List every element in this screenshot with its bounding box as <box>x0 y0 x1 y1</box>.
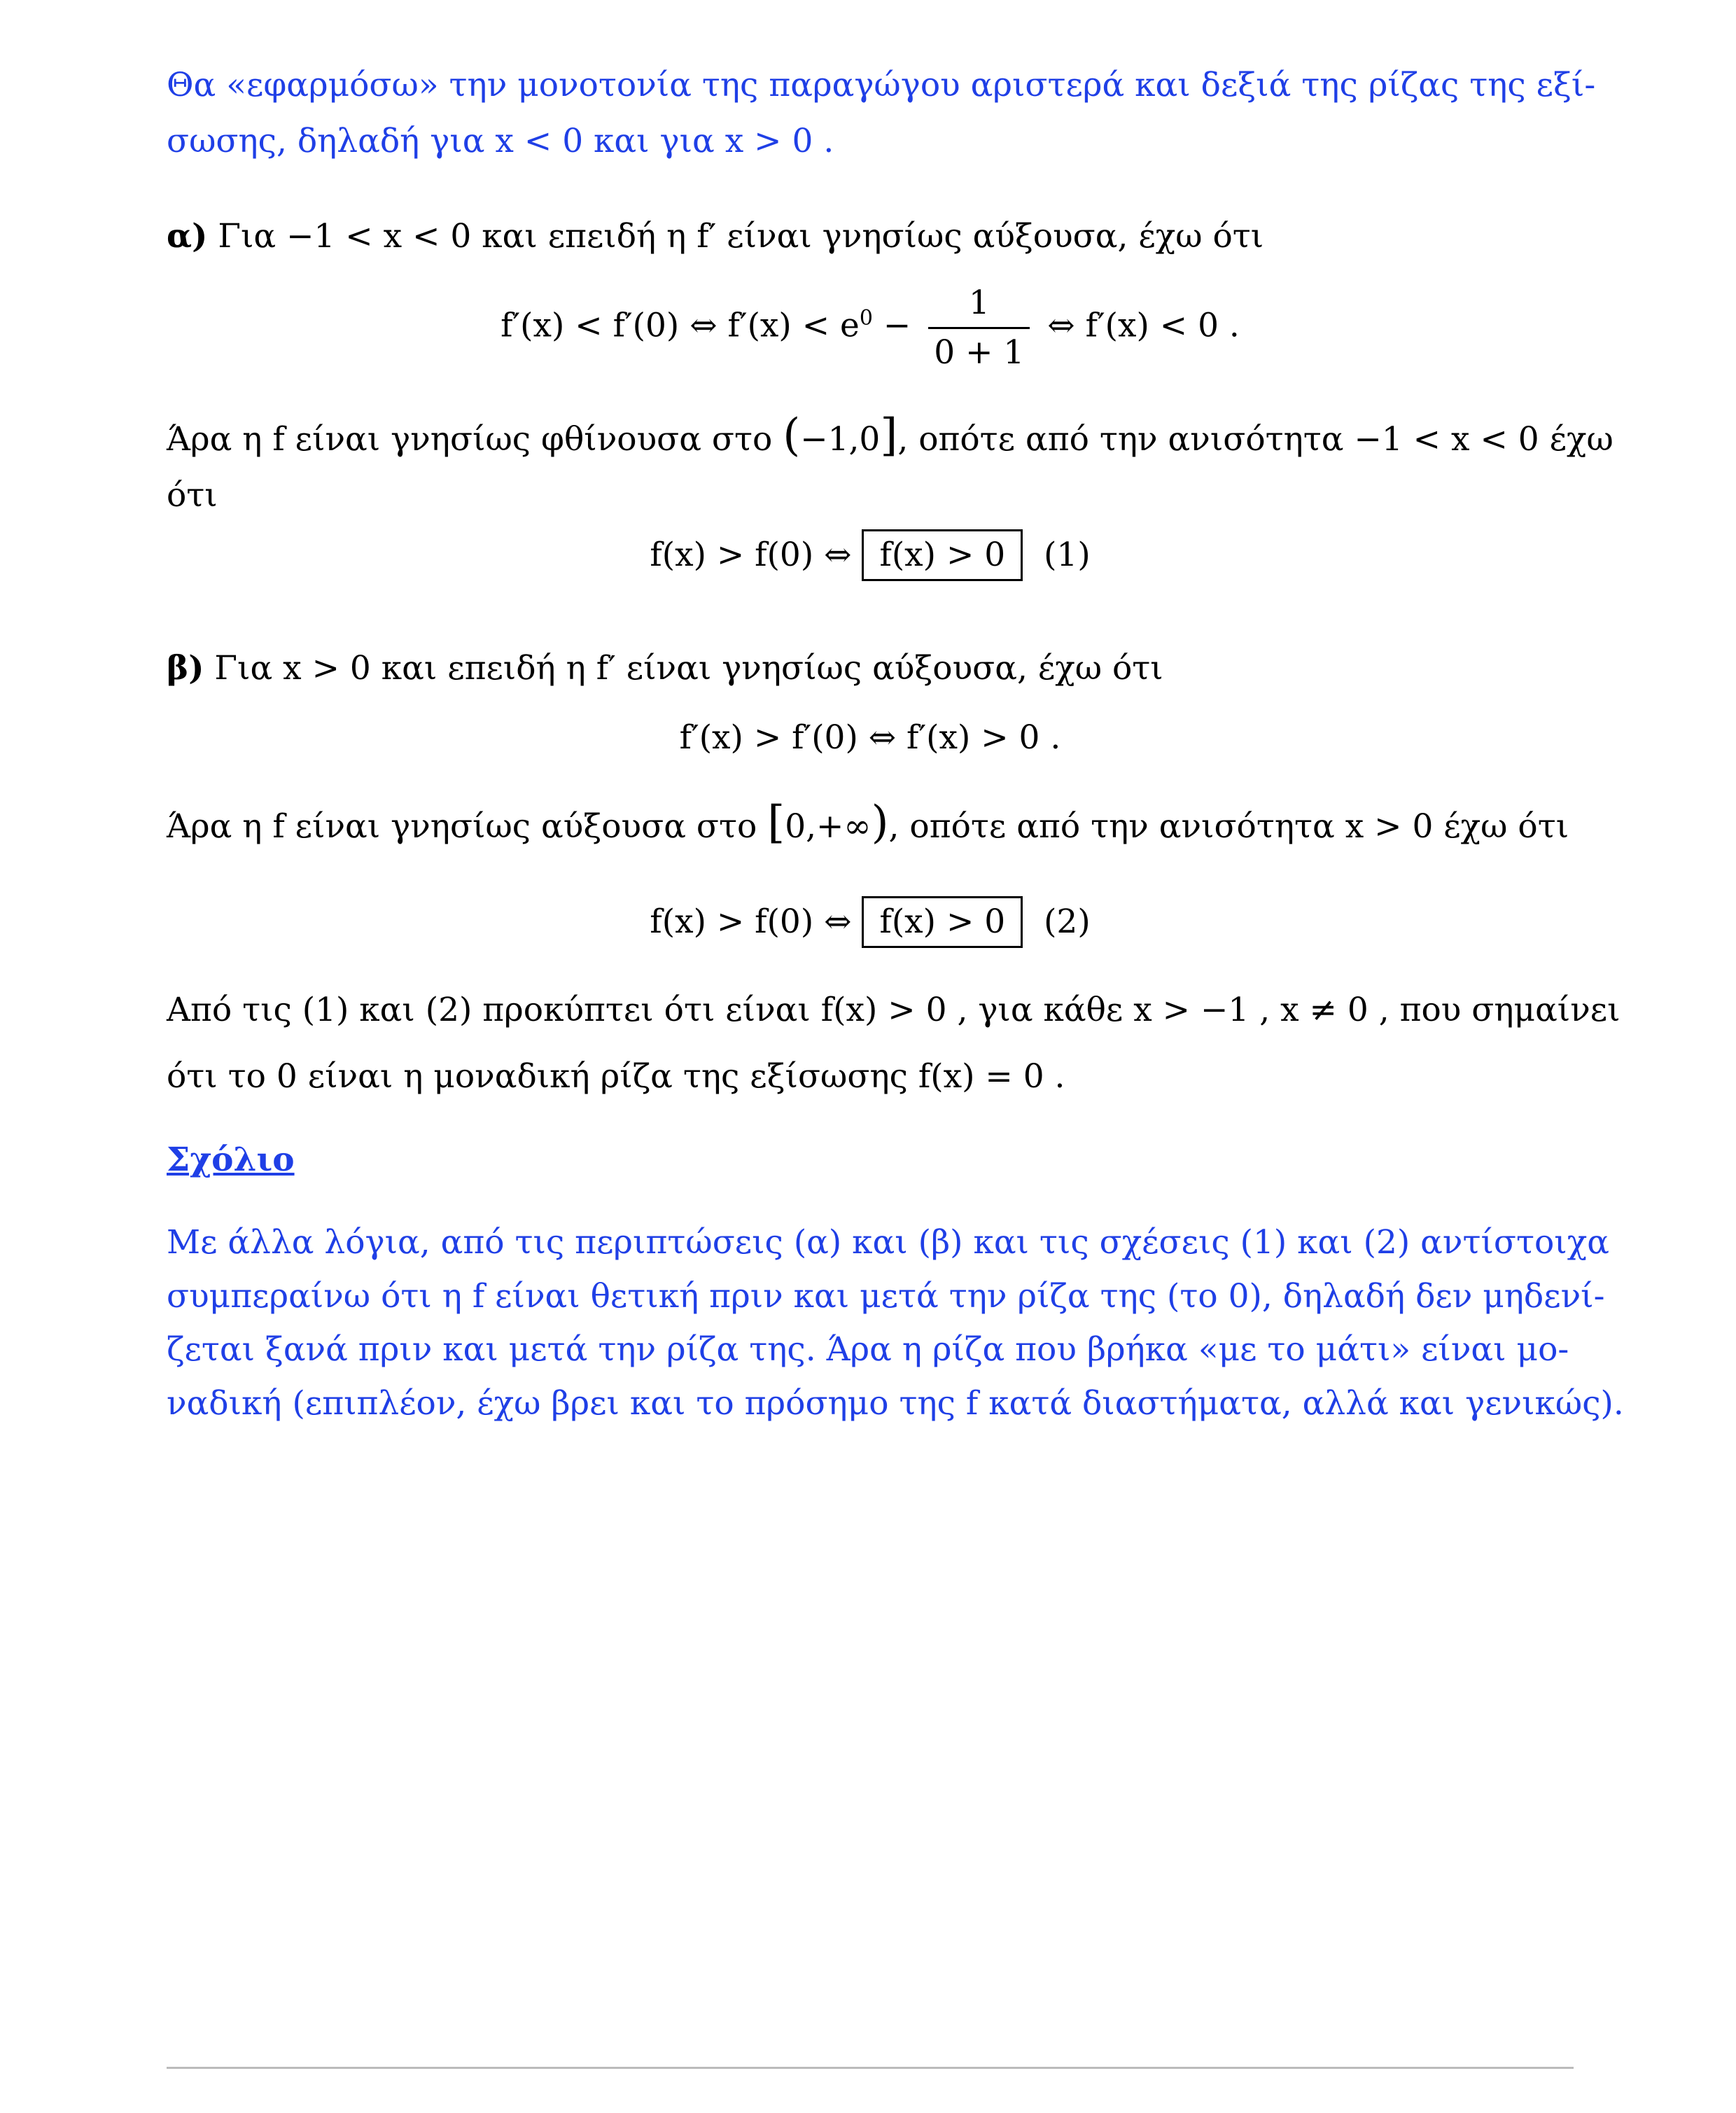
case-a-result-box: f(x) > 0 <box>862 529 1023 581</box>
case-b-result-box: f(x) > 0 <box>862 896 1023 948</box>
case-a-conclusion-line-1 <box>167 410 1614 461</box>
fraction-numerator: 1 <box>928 284 1030 329</box>
conclusion-line-1: Από τις (1) και (2) προκύπτει ότι είναι f(x) > 0 , για κάθε x > −1 , x ≠ 0 , που σημαίνει <box>167 991 1620 1029</box>
fraction <box>928 284 1030 372</box>
case-b-statement <box>167 648 1574 690</box>
comment-heading-text: Σχόλιο <box>167 1141 295 1179</box>
case-a-eq-left: f′(x) < f′(0) ⇔ f′(x) < e <box>500 306 860 345</box>
case-a-derivative-inequality <box>167 284 1574 372</box>
case-b-interval: 0,+∞ <box>785 807 872 846</box>
case-b-result <box>167 896 1574 948</box>
footer-divider <box>167 2067 1574 2069</box>
comment-line-1: Με άλλα λόγια, από τις περιπτώσεις (α) και (β) και τις σχέσεις (1) και (2) αντίστοιχα <box>167 1223 1609 1262</box>
case-a-eq-right: ⇔ f′(x) < 0 . <box>1047 306 1240 345</box>
case-b-conclusion <box>167 797 1574 849</box>
intro-line-1: Θα «εφαρμόσω» την μονοτονία της παραγώγου αριστερά και δεξιά της ρίζας της εξί- <box>167 66 1596 104</box>
case-a-conclusion-line-2: ότι <box>167 476 218 515</box>
interval-close-bracket: ] <box>880 410 898 461</box>
case-a-result-left: f(x) > f(0) ⇔ <box>650 536 852 574</box>
case-a-result-tag: (1) <box>1044 536 1091 574</box>
case-b-label: β) <box>167 649 204 688</box>
case-a-eq-exponent: 0 <box>859 305 873 330</box>
comment-line-2: συμπεραίνω ότι η f είναι θετική πριν και μετά την ρίζα της (το 0), δηλαδή δεν μηδενί- <box>167 1277 1605 1316</box>
case-b-conclusion-text: Άρα η f είναι γνησίως αύξουσα στο <box>167 807 757 846</box>
case-a-result <box>167 529 1574 581</box>
case-a-interval: −1,0 <box>800 420 881 459</box>
case-b-result-tag: (2) <box>1044 902 1091 941</box>
conclusion-line-2: ότι το 0 είναι η μοναδική ρίζα της εξίσωσης f(x) = 0 . <box>167 1057 1065 1096</box>
case-a-conclusion-text: Άρα η f είναι γνησίως φθίνουσα στο <box>167 420 773 459</box>
case-a-label: α) <box>167 217 208 256</box>
case-b-result-left: f(x) > f(0) ⇔ <box>650 902 852 941</box>
case-b-derivative-inequality: f′(x) > f′(0) ⇔ f′(x) > 0 . <box>679 718 1061 757</box>
interval-close-paren: ) <box>871 797 889 849</box>
interval-open-paren: ( <box>783 410 801 461</box>
case-a-eq-minus: − <box>883 306 911 345</box>
comment-heading <box>167 1139 1574 1181</box>
case-a-statement <box>167 216 1574 258</box>
case-a-text: Για −1 < x < 0 και επειδή η f′ είναι γνησίως αύξουσα, έχω ότι <box>218 217 1264 256</box>
case-a-conclusion-text-2: , οπότε από την ανισότητα −1 < x < 0 έχω <box>897 420 1614 459</box>
intro-line-2: σωσης, δηλαδή για x < 0 και για x > 0 . <box>167 122 834 160</box>
case-b-conclusion-text-2: , οπότε από την ανισότητα x > 0 έχω ότι <box>888 807 1569 846</box>
case-b-text: Για x > 0 και επειδή η f′ είναι γνησίως αύξουσα, έχω ότι <box>214 649 1163 688</box>
interval-open-bracket: [ <box>767 797 785 849</box>
comment-line-4: ναδική (επιπλέον, έχω βρει και το πρόσημο της f κατά διαστήματα, αλλά και γενικώς). <box>167 1384 1624 1423</box>
fraction-denominator: 0 + 1 <box>934 333 1025 372</box>
comment-line-3: ζεται ξανά πριν και μετά την ρίζα της. Άρα η ρίζα που βρήκα «με το μάτι» είναι μο- <box>167 1330 1569 1369</box>
